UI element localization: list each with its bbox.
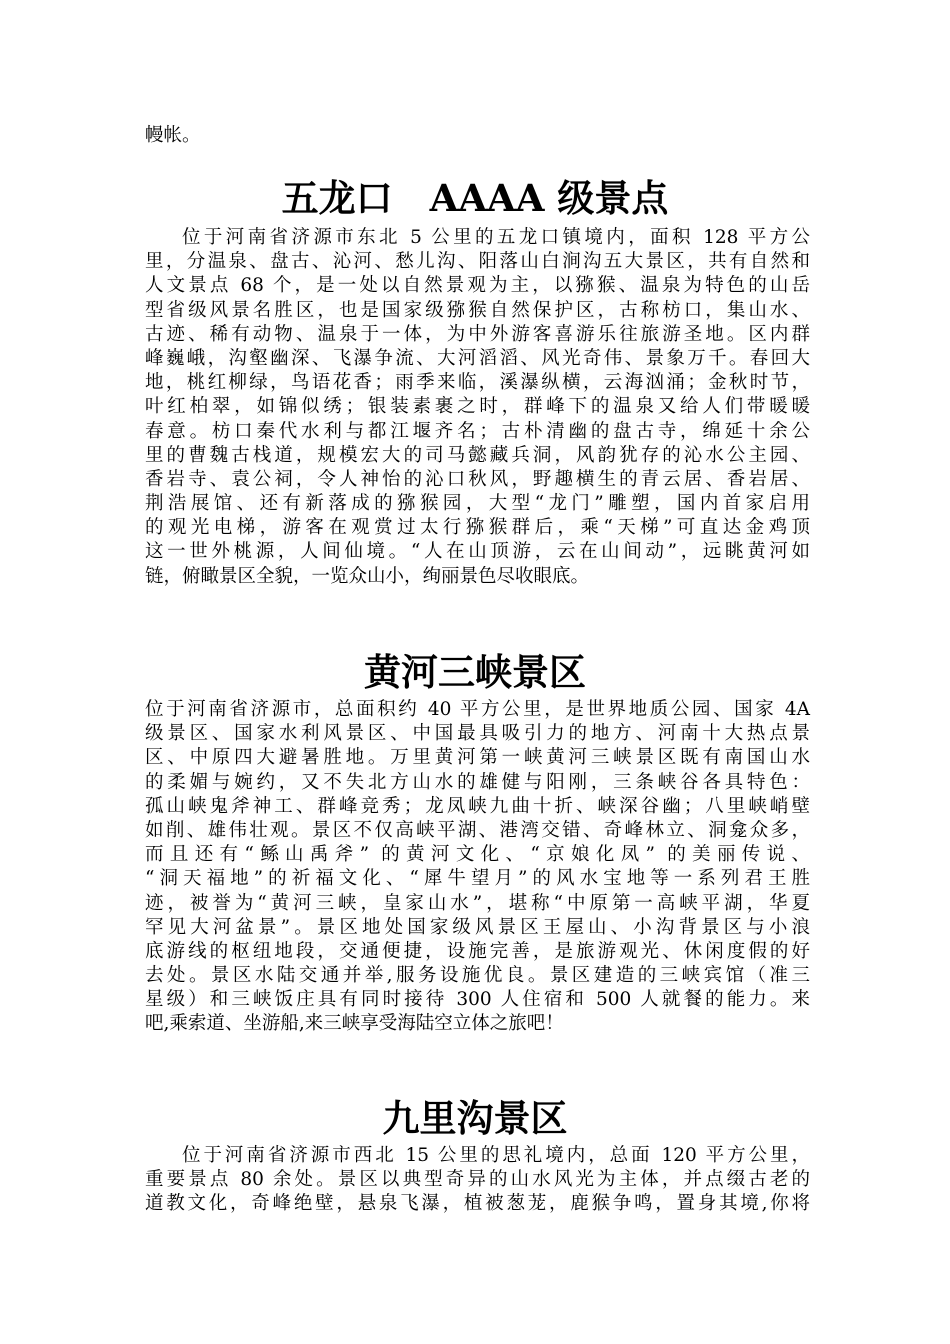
text-line: 型省级风景名胜区，也是国家级猕猴自然保护区，古称枋口，集山水、 — [145, 299, 810, 321]
text-line: 罕见大河盆景”。景区地处国家级风景区王屋山、小沟背景区与小浪 — [145, 916, 810, 938]
text-line: 去处。景区水陆交通并举,服务设施优良。景区建造的三峡宾馆（准三 — [145, 965, 810, 987]
text-line: 的柔媚与婉约，又不失北方山水的雄健与阳刚，三条峡谷各具特色： — [145, 771, 810, 793]
section-body-yellow-river-gorges — [145, 698, 810, 1037]
text-line: 位于河南省济源市西北 15 公里的思礼境内，总面 120 平方公里， — [182, 1145, 810, 1166]
text-line: 而且还有“鲧山禹斧” 的黄河文化、“京娘化凤” 的美丽传说、 — [145, 844, 810, 866]
section-title-wulongkou: 五龙口 AAAA 级景点 — [281, 176, 669, 220]
text-line: 如削、雄伟壮观。景区不仅高峡平湖、港湾交错、奇峰林立、洞龛众多， — [145, 819, 810, 841]
text-line: 春意。枋口秦代水利与都江堰齐名；古朴清幽的盘古寺，绵延十余公 — [145, 420, 810, 442]
continued-text-line: 幔帐。 — [145, 125, 201, 146]
text-line: 里的曹魏古栈道，规模宏大的司马懿藏兵洞，风韵犹存的沁水公主园、 — [145, 444, 810, 466]
text-line: 位于河南省济源市，总面积约 40 平方公里，是世界地质公园、国家 4A — [145, 699, 810, 720]
text-line: 星级）和三峡饭庄具有同时接待 300 人住宿和 500 人就餐的能力。来 — [145, 989, 810, 1011]
text-line: 区、中原四大避暑胜地。万里黄河第一峡黄河三峡景区既有南国山水 — [145, 747, 810, 769]
section-title-jiuligou: 九里沟景区 — [382, 1096, 568, 1140]
text-line: 孤山峡鬼斧神工、群峰竞秀；龙凤峡九曲十折、峡深谷幽；八里峡峭壁 — [145, 795, 810, 817]
text-line: 荆浩展馆、还有新落成的猕猴园，大型“龙门”雕塑，国内首家启用 — [145, 493, 810, 515]
text-line: 这一世外桃源，人间仙境。“人在山顶游，云在山间动”，远眺黄河如 — [145, 541, 810, 563]
text-line: “洞天福地”的祈福文化、“犀牛望月”的风水宝地等一系列君王胜 — [145, 868, 810, 890]
text-line: 迹，被誉为“黄河三峡，皇家山水”，堪称“中原第一高峡平湖，华夏 — [145, 892, 810, 914]
text-line: 位于河南省济源市东北 5 公里的五龙口镇境内，面积 128 平方公 — [182, 227, 810, 248]
text-line: 古迹、稀有动物、温泉于一体，为中外游客喜游乐往旅游圣地。区内群 — [145, 323, 810, 345]
text-line: 叶红柏翠，如锦似绣；银装素裹之时，群峰下的温泉又给人们带暖暖 — [145, 396, 810, 418]
section-body-jiuligou — [145, 1144, 810, 1217]
section-body-wulongkou — [145, 226, 810, 589]
text-line: 地，桃红柳绿，鸟语花香；雨季来临，溪瀑纵横，云海汹涌；金秋时节， — [145, 372, 810, 394]
text-line: 级景区、国家水利风景区、中国最具吸引力的地方、河南十大热点景 — [145, 723, 810, 745]
text-line: 香岩寺、袁公祠，令人神怡的沁口秋风，野趣横生的青云居、香岩居、 — [145, 468, 810, 490]
text-line: 人文景点 68 个，是一处以自然景观为主，以猕猴、温泉为特色的山岳 — [145, 275, 810, 297]
text-line: 峰巍峨，沟壑幽深、飞瀑争流、大河滔滔、风光奇伟、景象万千。春回大 — [145, 347, 810, 369]
text-line: 道教文化，奇峰绝壁，悬泉飞瀑，植被葱茏，鹿猴争鸣，置身其境,你将 — [145, 1193, 810, 1215]
text-line: 链，俯瞰景区全貌，一览众山小，绚丽景色尽收眼底。 — [145, 565, 590, 587]
text-line: 吧,乘索道、坐游船,来三峡享受海陆空立体之旅吧！ — [145, 1013, 564, 1035]
text-line: 里，分温泉、盘古、沁河、愁儿沟、阳落山白涧沟五大景区，共有自然和 — [145, 251, 810, 273]
text-line: 重要景点 80 余处。景区以典型奇异的山水风光为主体，并点缀古老的 — [145, 1169, 810, 1191]
text-line: 的观光电梯，游客在观赏过太行猕猴群后，乘“天梯”可直达金鸡顶 — [145, 517, 810, 539]
text-line: 底游线的枢纽地段，交通便捷，设施完善，是旅游观光、休闲度假的好 — [145, 940, 810, 962]
section-title-yellow-river-gorges: 黄河三峡景区 — [364, 650, 586, 694]
